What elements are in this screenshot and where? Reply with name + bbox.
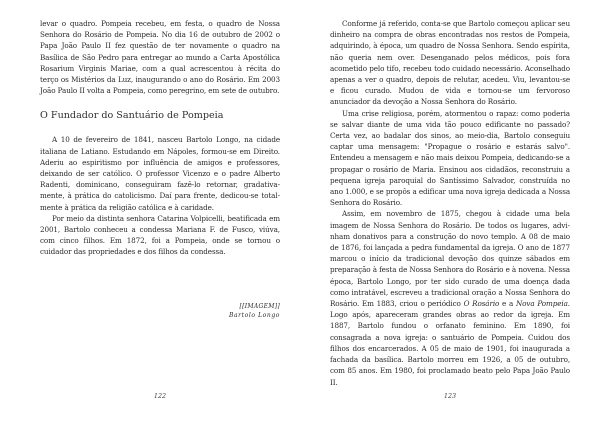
image-caption: Bartolo Longo xyxy=(228,312,280,319)
right-page xyxy=(330,0,570,425)
periodical-title: O Rosário xyxy=(463,299,500,309)
page-number-left: 122 xyxy=(153,392,167,400)
image-credit-block xyxy=(190,302,280,320)
periodical-title: Nova Pompeia xyxy=(515,299,568,309)
paragraph-text: e a xyxy=(499,299,516,309)
section-title: O Fundador do Santuário de Pompeia xyxy=(40,110,224,122)
left-paragraph-3: Por meio da distinta senhora Catarina Volpicelli, beatificada em 2001, Bartolo conheceu a condessa Mariana F. de Fusco, viúva, com cinco filhos. Em 1872, foi a Pompeia, onde se tornou o cuidador das propriedades e dos filhos da condessa. xyxy=(40,213,280,257)
right-paragraph-2: Uma crise religiosa, porém, atormentou o rapaz: como poderia se salvar diante de uma vida tão pouco edificante no passado? Certa vez, ao badalar dos sinos, ao meio-dia, Bartolo conseguiu captar uma mensagem: "Propague o rosário e estarás salvo". Entendeu a mensagem e não mais deixou Pompeia, dedicando-se a propagar o rosário de Maria. Ensinou aos cidadãos, reconstruiu a pequena igreja paroquial do Santíssimo Salvador, construída no ano 1.000, e se propôs a edificar uma nova igreja dedicada a Nossa Senhora do Rosário. xyxy=(330,108,570,208)
left-text-block xyxy=(40,18,280,258)
right-paragraph-1: Conforme já referido, conta-se que Bartolo começou aplicar seu dinheiro na compra de obras encontradas nos restos de Pompeia, adquirindo, à época, um quadro de Nossa Senhora. Sendo espírita, não queria nem over. Desenganado pelos médicos, pois fora acometido pelo tifo, recebeu todo cuidado necessário. Aconselhado apenas a ver o quadro, depois de relutar, acedeu. Viu, levantou-se e ficou curado. Mudou de vida e tornou-se um fervoroso anunciador da devoção a Nossa Senhora do Rosário. xyxy=(330,19,570,107)
left-paragraph-2: A 10 de fevereiro de 1841, nasceu Bartolo Longo, na cidade italiana de Latiano. Estudando em Nápoles, formou-se em Direito. Aderiu ao espiritismo por influência de amigos e professores, deixando de ser católico. O professor Vicenzo e o padre Alberto Radenti, dominicano, conseguiram fazê-lo retornar, gradativamente, à prática do catolicismo. Daí para frente, dedicou-se totalmente à prática da religião católica e à caridade. xyxy=(40,135,280,212)
right-text-block xyxy=(330,18,570,388)
left-page xyxy=(40,0,280,425)
paragraph-text: Assim, em novembro de 1875, chegou à cidade uma bela imagem de Nossa Senhora do Rosário. De todos os lugares, advinham donativos para a construção do novo templo. A 08 de maio de 1876, foi lançada a pedra fundamental da igreja. O ano de 1877 marcou o início da tradicional devoção dos quinze sábados em preparação à festa de Nossa Senhora do Rosário e à novena. Nessa época, Bartolo Longo, por ter sido curado de uma doença dada como intratável, escreveu a tradicional oração a Nossa Senhora do Rosário. Em 1883, criou o periódico xyxy=(330,209,570,309)
right-paragraph-3 xyxy=(330,208,570,387)
paragraph-text: . Logo após, apareceram grandes obras ao redor da igreja. Em 1887, Bartolo fundou o orfanato feminino. Em 1890, foi consagrada a nova igreja: o santuário de Pompeia. Cuidou dos filhos dos encarcerados. A 05 de maio de 1901, foi inaugurada a fachada da basílica. Bartolo morreu em 1926, a 05 de outubro, com 85 anos. Em 1980, foi proclamado beato pelo Papa João Paulo II. xyxy=(330,299,570,387)
left-paragraph-1: levar o quadro. Pompeia recebeu, em festa, o quadro de Nossa Senhora do Rosário de Pompeia. No dia 16 de outubro de 2002 o Papa João Paulo II fez questão de ter novamente o quadro na Basílica de São Pedro para entregar ao mundo a Carta Apostólica Rosarium Virginis Mariae, com a qual acrescentou à récita do terço os Mistérios da Luz, inaugurando o ano do Rosário. Em 2003 João Paulo II volta a Pompeia, como peregrino, em sete de outubro. xyxy=(40,19,280,96)
image-placeholder: [[IMAGEM]] xyxy=(239,303,280,310)
page-number-right: 123 xyxy=(443,392,457,400)
